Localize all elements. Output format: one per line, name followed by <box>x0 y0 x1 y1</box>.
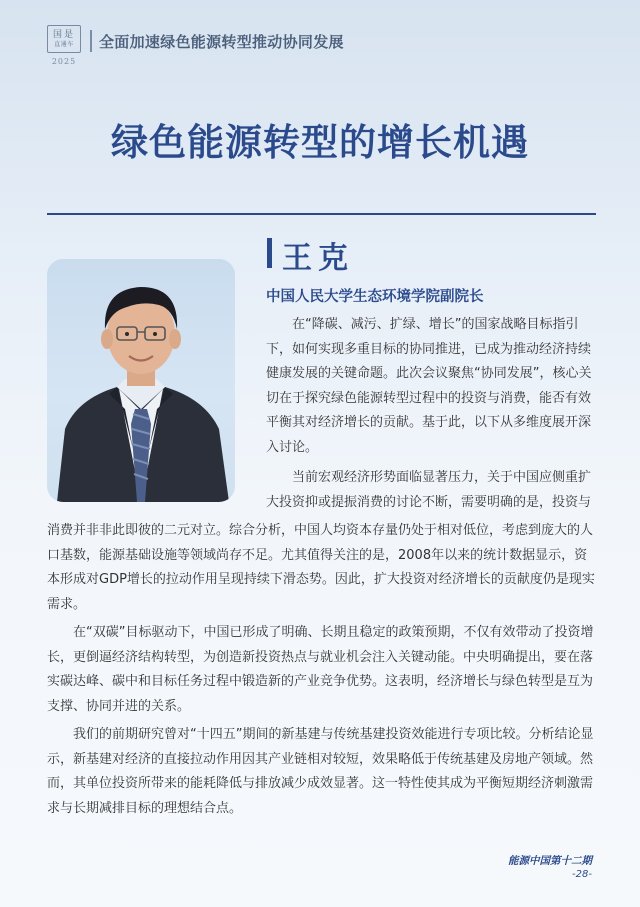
title-rule <box>47 213 596 215</box>
paragraph-2-continued: 消费并非非此即彼的二元对立。综合分析，中国人均资本存量仍处于相对低位，考虑到庞大的人口基数，能源基础设施等领域尚存不足。尤其值得关注的是，2008年以来的统计数据显示，资本形成对GDP增长的拉动作用呈现持续下滑态势。因此，扩大投资对经济增长的贡献度仍是现实需求。 <box>47 523 595 612</box>
footer-magazine-issue: 能源中国第十二期 <box>508 855 592 867</box>
logo-text-line1: 国是 <box>52 29 75 40</box>
paragraph-2-start: 当前宏观经济形势面临显著压力，关于中国应侧重扩大投资抑或提振消费的讨论不断，需要明确的是，投资与 <box>266 470 592 510</box>
paragraph-1: 在“降碳、减污、扩绿、增长”的国家战略目标指引下，如何实现多重目标的协同推进，已成为推动经济持续健康发展的关键命题。此次会议聚焦“协同发展”，核心关切在于探究绿色能源转型过程中的投资与消费，能否有效平衡其对经济增长的贡献。基于此，以下从多维度展开深入讨论。 <box>266 317 592 455</box>
author-photo <box>47 259 235 502</box>
paragraph-3: 在“双碳”目标驱动下，中国已形成了明确、长期且稳定的政策预期，不仅有效带动了投资增长，更倒逼经济结构转型，为创造新投资热点与就业机会注入关键动能。中央明确提出，要在落实碳达峰、碳中和目标任务过程中锻造新的产业竞争优势。这表明，经济增长与绿色转型是互为支撑、协同并进的关系。 <box>47 625 594 714</box>
logo-text-line2: 直通车 <box>54 40 74 48</box>
paragraph-4: 我们的前期研究曾对“十四五”期间的新基建与传统基建投资效能进行专项比较。分析结论显示，新基建对经济的直接拉动作用因其产业链相对较短，效果略低于传统基建及房地产领域。然而，其单位投资所带来的能耗降低与排放减少成效显著。这一特性使其成为平衡短期经济刺激需求与长期减排目标的理想结合点。 <box>47 727 594 816</box>
article-body <box>47 519 596 821</box>
author-name-bar <box>267 238 272 268</box>
magazine-logo <box>47 25 81 53</box>
header-divider <box>90 30 92 52</box>
author-affiliation: 中国人民大学生态环境学院副院长 <box>266 289 484 305</box>
article-title: 绿色能源转型的增长机遇 <box>111 121 529 164</box>
article-intro-column <box>266 313 596 515</box>
column-title: 全面加速绿色能源转型推动协同发展 <box>99 33 344 51</box>
author-name: 王克 <box>282 241 354 276</box>
page-header <box>0 0 640 80</box>
logo-year: 2025 <box>51 57 77 66</box>
footer-page-number: -28- <box>572 869 592 880</box>
